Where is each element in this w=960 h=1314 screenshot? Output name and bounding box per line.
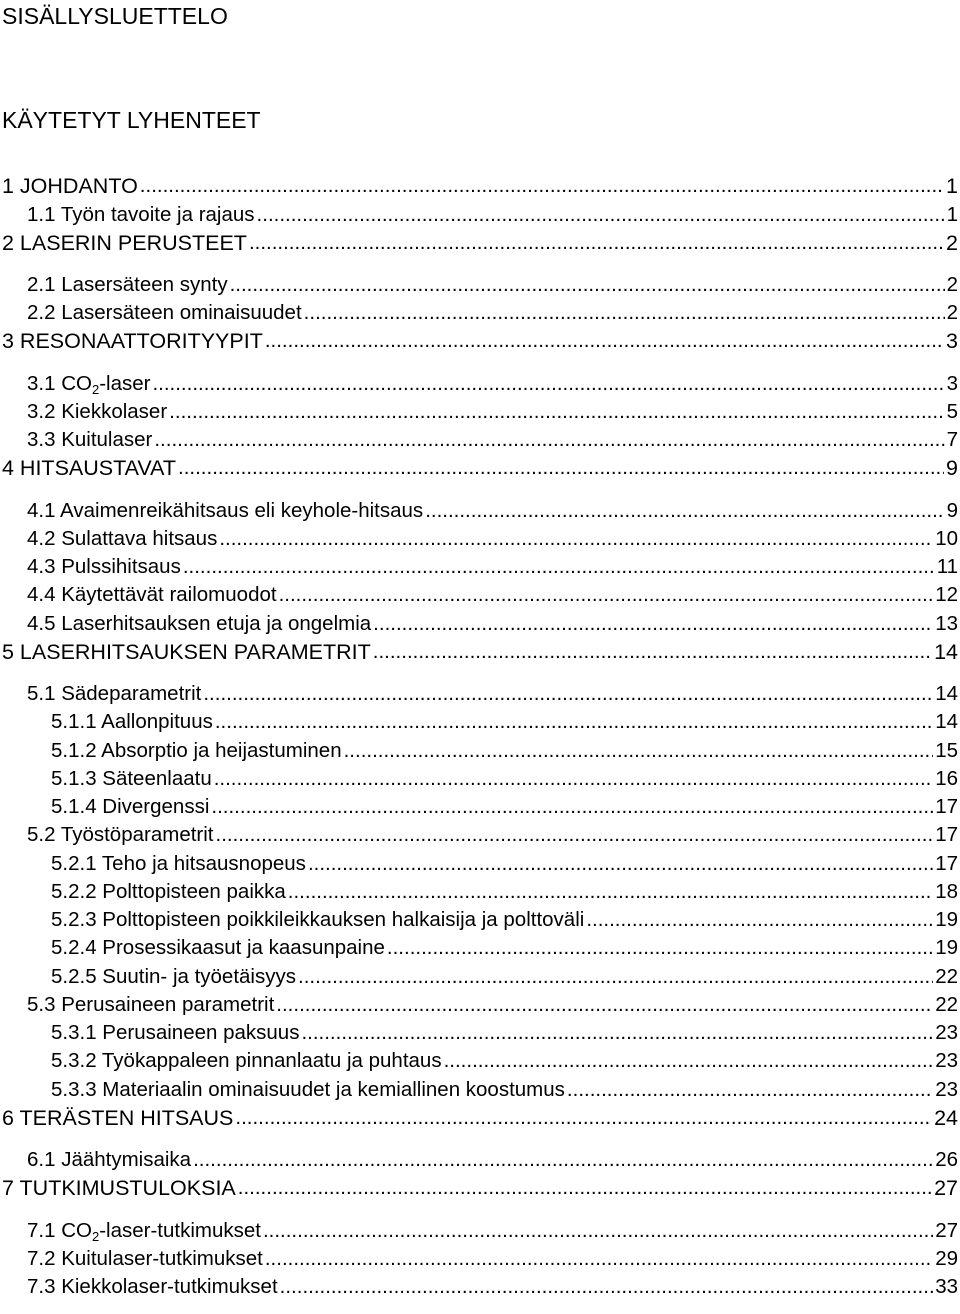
subscript: 2 (91, 382, 100, 397)
toc-entry-title (27, 372, 150, 396)
toc-entry[interactable] (2, 325, 960, 353)
toc-entry[interactable] (51, 1017, 960, 1045)
dot-leader (169, 400, 944, 424)
toc-entry-page: 27 (935, 1219, 958, 1242)
toc-entry-page: 12 (935, 583, 958, 606)
toc-entry-title: 5.2.3 Polttopisteen poikkileikkauksen halkaisija ja polttoväli (51, 908, 585, 931)
toc-entry-title: 2.2 Lasersäteen ominaisuudet (27, 301, 302, 324)
dot-leader (235, 1106, 932, 1130)
dot-leader (276, 993, 933, 1017)
toc-entry[interactable] (51, 735, 960, 763)
toc-entry-title: 5.2.1 Teho ja hitsausnopeus (51, 852, 306, 875)
toc-entry-title: 7.2 Kuitulaser-tutkimukset (27, 1247, 263, 1270)
toc-entry-title: 5.2.5 Suutin- ja työetäisyys (51, 965, 296, 988)
dot-leader (265, 1247, 933, 1271)
toc-entry-title: 5.3.2 Työkappaleen pinnanlaatu ja puhtaus (51, 1049, 442, 1072)
toc-entry-page: 27 (934, 1176, 958, 1200)
dot-leader (263, 1219, 933, 1243)
toc-entry-page: 14 (934, 640, 958, 664)
toc-entry-page: 23 (935, 1021, 958, 1044)
toc-entry[interactable] (27, 1271, 960, 1299)
toc-entry[interactable] (27, 608, 960, 636)
toc-entry-title: 5.2.2 Polttopisteen paikka (51, 880, 286, 903)
dot-leader (344, 739, 934, 763)
toc-entry[interactable] (51, 1045, 960, 1073)
toc-entry-page: 22 (935, 993, 958, 1016)
toc-entry-page: 29 (935, 1247, 958, 1270)
dot-leader (301, 1021, 933, 1045)
toc-entry-page: 2 (946, 231, 958, 255)
toc-entry-title: 7.3 Kiekkolaser-tutkimukset (27, 1275, 278, 1298)
toc-entry-page: 23 (935, 1049, 958, 1072)
toc-entry[interactable] (2, 170, 960, 198)
dot-leader (193, 1148, 933, 1172)
toc-entry-page: 14 (935, 710, 958, 733)
toc-entry-title: 5.3.3 Materiaalin ominaisuudet ja kemiallinen koostumus (51, 1078, 565, 1101)
dot-leader (387, 936, 933, 960)
toc-entry-title: 1.1 Työn tavoite ja rajaus (27, 203, 255, 226)
toc-entry-page: 1 (946, 203, 958, 226)
toc-entry[interactable] (51, 932, 960, 960)
toc-entry-title: 5.3 Perusaineen parametrit (27, 993, 275, 1016)
toc-entry-page: 24 (934, 1106, 958, 1130)
toc-entry[interactable] (51, 706, 960, 734)
dot-leader (183, 555, 935, 579)
dot-leader (279, 583, 934, 607)
toc-entry[interactable] (51, 1074, 960, 1102)
toc-entry-page: 33 (935, 1275, 958, 1298)
toc-entry-page: 13 (935, 612, 958, 635)
toc-entry-page: 17 (935, 852, 958, 875)
toc-entry[interactable] (27, 678, 960, 706)
toc-entry-page: 5 (946, 400, 958, 423)
toc-entry-page: 19 (935, 908, 958, 931)
dot-leader (373, 612, 933, 636)
dot-leader (238, 1176, 932, 1200)
dot-leader (215, 710, 933, 734)
toc-entry-page: 22 (935, 965, 958, 988)
toc-entry-title: 6.1 Jäähtymisaika (27, 1148, 192, 1171)
toc-entry[interactable] (2, 636, 960, 664)
toc-entry[interactable] (27, 269, 960, 297)
dot-leader (288, 880, 933, 904)
toc-entry[interactable] (51, 904, 960, 932)
dot-leader (425, 499, 944, 523)
toc-entry-title: 3.3 Kuitulaser (27, 428, 153, 451)
dot-leader (203, 682, 933, 706)
toc-entry-title: 5 LASERHITSAUKSEN PARAMETRIT (2, 640, 371, 664)
toc-entry-page: 18 (935, 880, 958, 903)
toc-entry[interactable] (27, 297, 960, 325)
toc-entry-title: 6 TERÄSTEN HITSAUS (2, 1106, 234, 1130)
toc-entry[interactable] (27, 368, 960, 396)
dot-leader (230, 273, 945, 297)
toc-entry-page: 23 (935, 1078, 958, 1101)
toc-entry-page: 9 (946, 456, 958, 480)
dot-leader (280, 1275, 934, 1299)
toc-entry-title: 5.1 Sädeparametrit (27, 682, 202, 705)
toc-entry-page: 2 (946, 273, 958, 296)
toc-entry-page: 7 (946, 428, 958, 451)
dot-leader (298, 965, 933, 989)
toc-entry[interactable] (51, 791, 960, 819)
toc-entry-title: 2 LASERIN PERUSTEET (2, 231, 247, 255)
toc-entry[interactable] (2, 1102, 960, 1130)
toc-entry-title: 5.2 Työstöparametrit (27, 823, 214, 846)
toc-entry-title-part: -laser (99, 372, 151, 395)
abbreviations-heading: KÄYTETYT LYHENTEET (2, 107, 261, 133)
toc-entry-title: 5.1.4 Divergenssi (51, 795, 210, 818)
toc-entry-title-part: 7.1 CO (27, 1219, 92, 1242)
dot-leader (219, 527, 933, 551)
toc-entry-page: 19 (935, 936, 958, 959)
toc-entry-page: 14 (935, 682, 958, 705)
toc-entry[interactable] (27, 1215, 960, 1243)
toc-entry-title: 4.3 Pulssihitsaus (27, 555, 181, 578)
toc-entry-title: 7 TUTKIMUSTULOKSIA (2, 1176, 236, 1200)
toc-entry-title: 3 RESONAATTORITYYPIT (2, 329, 263, 353)
toc-entry-title: 5.3.1 Perusaineen paksuus (51, 1021, 300, 1044)
toc-entry-title: 5.1.3 Säteenlaatu (51, 767, 212, 790)
toc-entry[interactable] (27, 989, 960, 1017)
toc-entry-title: 4.1 Avaimenreikähitsaus eli keyhole-hitsaus (27, 499, 424, 522)
toc-entry[interactable] (27, 819, 960, 847)
dot-leader (265, 329, 944, 353)
subscript: 2 (91, 1229, 100, 1244)
toc-entry-page: 26 (935, 1148, 958, 1171)
dot-leader (216, 823, 934, 847)
toc-entry[interactable] (27, 523, 960, 551)
toc-entry-title: 5.1.1 Aallonpituus (51, 710, 213, 733)
toc-entry[interactable] (27, 1144, 960, 1172)
toc-entry[interactable] (2, 452, 960, 480)
toc-entry[interactable] (27, 495, 960, 523)
toc-entry-title: 5.2.4 Prosessikaasut ja kaasunpaine (51, 936, 385, 959)
toc-entry[interactable] (2, 227, 960, 255)
toc-entry[interactable] (27, 551, 960, 579)
toc-entry-title: 3.2 Kiekkolaser (27, 400, 168, 423)
toc-entry-page: 17 (935, 823, 958, 846)
toc-entry-page: 1 (946, 174, 958, 198)
toc-entry-title: 4.4 Käytettävät railomuodot (27, 583, 277, 606)
toc-entry-page: 16 (935, 767, 958, 790)
toc-entry-title: 4 HITSAUSTAVAT (2, 456, 177, 480)
dot-leader (567, 1078, 933, 1102)
dot-leader (211, 795, 933, 819)
toc-entry-page: 11 (936, 555, 958, 578)
toc-entry[interactable] (2, 1172, 960, 1200)
toc-entry-page: 3 (946, 329, 958, 353)
dot-leader (373, 640, 932, 664)
toc-heading: SISÄLLYSLUETTELO (2, 3, 228, 29)
toc-entry-title: 4.2 Sulattava hitsaus (27, 527, 218, 550)
dot-leader (308, 852, 933, 876)
dot-leader (214, 767, 933, 791)
toc-entry-title: 1 JOHDANTO (2, 174, 138, 198)
dot-leader (304, 301, 945, 325)
toc-entry[interactable] (27, 424, 960, 452)
toc-entry-page: 3 (946, 372, 958, 395)
dot-leader (178, 456, 944, 480)
dot-leader (154, 428, 944, 452)
dot-leader (444, 1049, 934, 1073)
toc-entry-title (27, 1219, 261, 1243)
dot-leader (140, 174, 944, 198)
toc-entry[interactable] (27, 396, 960, 424)
dot-leader (257, 203, 945, 227)
toc-entry-title: 5.1.2 Absorptio ja heijastuminen (51, 739, 342, 762)
toc-entry-title: 2.1 Lasersäteen synty (27, 273, 228, 296)
toc-entry[interactable] (51, 876, 960, 904)
toc-entry-page: 10 (935, 527, 958, 550)
toc-entry-title-part: -laser-tutkimukset (99, 1219, 261, 1242)
toc-entry-page: 9 (946, 499, 958, 522)
toc-entry-page: 17 (935, 795, 958, 818)
toc-entry-title: 4.5 Laserhitsauksen etuja ja ongelmia (27, 612, 372, 635)
toc-entry[interactable] (51, 961, 960, 989)
dot-leader (586, 908, 933, 932)
toc-entry[interactable] (27, 579, 960, 607)
toc-entry[interactable] (27, 1243, 960, 1271)
toc-entry[interactable] (51, 848, 960, 876)
toc-entry[interactable] (51, 763, 960, 791)
toc-entry-page: 2 (946, 301, 958, 324)
dot-leader (249, 231, 944, 255)
toc-entry-page: 15 (935, 739, 958, 762)
toc-entry-title-part: 3.1 CO (27, 372, 92, 395)
dot-leader (152, 372, 944, 396)
toc-entry[interactable] (27, 199, 960, 227)
